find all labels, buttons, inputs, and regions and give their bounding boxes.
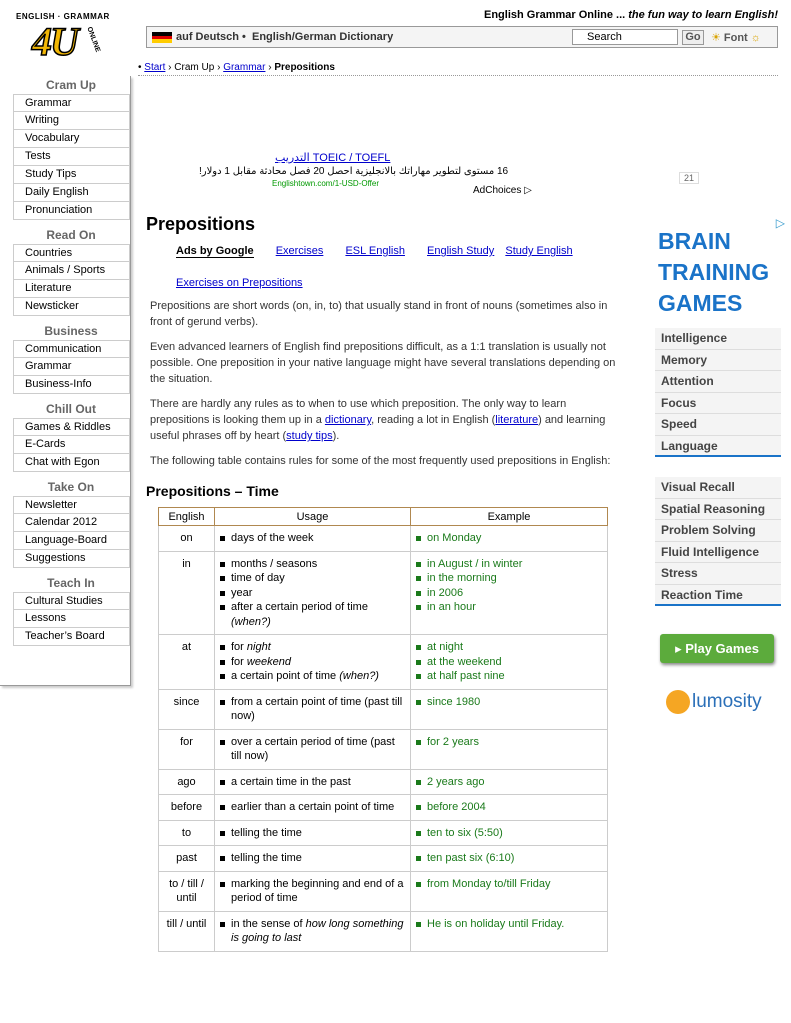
sidebar-item[interactable]: Literature [13,280,130,298]
dictionary-link[interactable]: dictionary [324,414,372,426]
usage-item: after a certain period of time (when?) [219,600,406,629]
table-row [159,769,608,795]
sidebar-item[interactable]: E-Cards [13,436,130,454]
top-toolbar [146,26,778,48]
example-item: since 1980 [415,695,603,710]
logo-4u: 4U [32,19,77,64]
sidebar-item[interactable]: Tests [13,148,130,166]
table-row [159,526,608,552]
breadcrumb: • Start › Cram Up › Grammar › Prepositions [138,62,778,76]
ad-skill-item[interactable]: Intelligence [655,328,781,350]
example-item: at the weekend [415,655,603,670]
example-item: in August / in winter [415,557,603,572]
ad-badge: 21 [679,172,699,184]
search-input[interactable]: Search [572,29,678,45]
example-cell [411,795,608,821]
main-content [146,214,616,952]
sidebar-item[interactable]: Animals / Sports [13,262,130,280]
ad-skill-item[interactable]: Stress [655,563,781,585]
sidebar-item[interactable]: Lessons [13,610,130,628]
usage-item: from a certain point of time (past till now) [219,695,406,724]
preposition-cell: to / till / until [159,871,215,911]
example-item: He is on holiday until Friday. [415,917,603,932]
usage-item: a certain time in the past [219,775,406,790]
ad-skill-item[interactable]: Speed [655,414,781,436]
example-item: on Monday [415,531,603,546]
ad-skill-item[interactable]: Language [655,436,781,458]
example-cell [411,846,608,872]
table-row [159,729,608,769]
go-button[interactable]: Go [682,30,704,45]
example-item: ten past six (6:10) [415,851,603,866]
example-cell [411,526,608,552]
example-cell [411,551,608,635]
intro-paragraph: Prepositions are short words (on, in, to) that usually stand in front of nouns (sometimes also in front of gerund verbs). [150,300,608,328]
breadcrumb-start[interactable]: Start [144,62,166,73]
german-flag-icon[interactable] [152,32,172,43]
font-sun-icon-2: ☼ [750,32,761,44]
lumosity-logo[interactable]: lumosity [666,690,762,714]
sidebar-section-title: Chill Out [46,402,96,416]
table-row [159,635,608,690]
preposition-cell: till / until [159,911,215,951]
usage-item: year [219,586,406,601]
usage-cell [215,820,411,846]
example-item: ten to six (5:50) [415,826,603,841]
breadcrumb-current: Prepositions [274,62,335,73]
ad-info-icon[interactable]: ▷ [775,216,785,230]
sidebar-item[interactable]: Writing [13,112,130,130]
breadcrumb-grammar[interactable]: Grammar [223,62,266,73]
preposition-cell: for [159,729,215,769]
usage-item: marking the beginning and end of a period of time [219,877,406,906]
ad-link-exercises-prepositions[interactable]: Exercises on Prepositions [176,277,303,289]
example-item: in the morning [415,571,603,586]
sidebar-section [0,322,130,394]
usage-item: over a certain period of time (past till now) [219,735,406,764]
ad-skill-list-1 [655,328,781,457]
ad-skill-item[interactable]: Fluid Intelligence [655,542,781,564]
sidebar-item[interactable]: Vocabulary [13,130,130,148]
sidebar-section-title: Take On [47,480,95,494]
font-sun-icon: ☀ [711,32,721,44]
table-row [159,689,608,729]
col-example: Example [411,508,608,526]
usage-cell [215,689,411,729]
example-cell [411,871,608,911]
sidebar-item[interactable]: Pronunciation [13,202,130,220]
sidebar-item[interactable]: Cultural Studies [13,592,130,610]
usage-item: months / seasons [219,557,406,572]
usage-cell [215,729,411,769]
sidebar-section-title: Business [44,324,98,338]
site-logo[interactable] [14,8,118,70]
sidebar-section-title: Read On [46,228,96,242]
ad-skill-item[interactable]: Attention [655,371,781,393]
ad-toeic-link[interactable]: التدريب TOEIC / TOEFL [275,152,391,164]
usage-cell [215,911,411,951]
sidebar-item[interactable]: Business-Info [13,376,130,394]
study-tips-link[interactable]: study tips [286,430,333,442]
sidebar-item[interactable]: Grammar [13,94,130,112]
brain-games-ad[interactable] [654,216,791,726]
ad-skill-list-2 [655,477,781,606]
example-cell [411,635,608,690]
sidebar-item[interactable]: Grammar [13,358,130,376]
ad-skill-item[interactable]: Focus [655,393,781,415]
dictionary-link[interactable]: English/German Dictionary [252,31,394,43]
sidebar-section-title: Cram Up [45,78,96,92]
table-row [159,820,608,846]
ads-row [176,245,616,261]
usage-cell [215,769,411,795]
sidebar-section-title: Teach In [47,576,95,590]
usage-item: for night [219,640,406,655]
prepositions-table [158,507,608,952]
sidebar-nav [0,76,131,686]
example-item: in an hour [415,600,603,615]
col-english: English [159,508,215,526]
preposition-cell: since [159,689,215,729]
usage-cell [215,871,411,911]
example-item: before 2004 [415,800,603,815]
preposition-cell: in [159,551,215,635]
sidebar-section [0,226,130,316]
sidebar-section [0,76,130,220]
sidebar-section [0,574,130,646]
sidebar-item[interactable]: Chat with Egon [13,454,130,472]
play-games-button[interactable]: ▸ Play Games [660,634,774,663]
german-link[interactable]: auf Deutsch [176,31,239,43]
usage-item: days of the week [219,531,406,546]
sidebar-item[interactable]: Language-Board [13,532,130,550]
example-item: 2 years ago [415,775,603,790]
example-item: at half past nine [415,669,603,684]
preposition-cell: to [159,820,215,846]
example-item: from Monday to/till Friday [415,877,603,892]
example-cell [411,820,608,846]
usage-item: time of day [219,571,406,586]
usage-cell [215,526,411,552]
table-row [159,795,608,821]
usage-item: telling the time [219,851,406,866]
usage-item: in the sense of how long something is going to last [219,917,406,946]
difficulty-paragraph: Even advanced learners of English find prepositions difficult, as a 1:1 translation is usually not possible. One preposition in your native language might have several translations depending on the situation. [150,341,616,385]
ad-skill-item[interactable]: Visual Recall [655,477,781,499]
usage-item: a certain point of time (when?) [219,669,406,684]
sidebar-item[interactable]: Suggestions [13,550,130,568]
sidebar-item[interactable]: Games & Riddles [13,418,130,436]
usage-cell [215,635,411,690]
sidebar-item[interactable]: Newsletter [13,496,130,514]
ad-url[interactable]: Englishtown.com/1-USD-Offer [272,179,379,188]
example-item: at night [415,640,603,655]
ad-arabic-text: 16 مستوى لتطوير مهاراتك بالانجليزية احصل 20 فصل محادثة مقابل 1 دولار! [199,166,509,177]
preposition-cell: on [159,526,215,552]
ad-skill-item[interactable]: Reaction Time [655,585,781,607]
sidebar-section [0,400,130,472]
usage-item: earlier than a certain point of time [219,800,406,815]
ad-skill-item[interactable]: Memory [655,350,781,372]
table-row [159,846,608,872]
ad-skill-item[interactable]: Spatial Reasoning [655,499,781,521]
rules-paragraph: There are hardly any rules as to when to use which preposition. The only way to learn prepositions is looking them up in a dictionary, reading a lot in English (literature) and learning useful phrases off by heart (study tips). [150,398,606,442]
ad-link-esl[interactable]: ESL English [345,245,405,257]
example-cell [411,689,608,729]
sidebar-item[interactable]: Study Tips [13,166,130,184]
example-item: in 2006 [415,586,603,601]
col-usage: Usage [215,508,411,526]
example-cell [411,911,608,951]
usage-item: telling the time [219,826,406,841]
table-row [159,911,608,951]
example-cell [411,729,608,769]
sidebar-item[interactable]: Newsticker [13,298,130,316]
lumosity-icon [666,690,690,714]
table-row [159,871,608,911]
adchoices-link[interactable]: AdChoices ▷ [473,185,532,196]
ad-link-study[interactable]: English Study [427,245,495,257]
ad-headline: BRAIN TRAINING GAMES [658,228,770,316]
ad-skill-item[interactable]: Problem Solving [655,520,781,542]
usage-cell [215,795,411,821]
font-button[interactable]: ☀ Font ☼ [711,32,761,44]
example-item: for 2 years [415,735,603,750]
sidebar-item[interactable]: Daily English [13,184,130,202]
sidebar-item[interactable]: Countries [13,244,130,262]
table-intro: The following table contains rules for some of the most frequently used prepositions in English: [150,455,611,467]
ads-by-google[interactable]: Ads by Google [176,245,254,257]
example-cell [411,769,608,795]
sidebar-item[interactable]: Communication [13,340,130,358]
ad-link-exercises[interactable]: Exercises [275,245,324,257]
logo-side-text: ONLINE [84,26,101,54]
preposition-cell: before [159,795,215,821]
preposition-cell: ago [159,769,215,795]
site-tagline: English Grammar Online ... the fun way to learn English! [483,9,778,21]
usage-item: for weekend [219,655,406,670]
usage-cell [215,551,411,635]
literature-link[interactable]: literature [495,414,539,426]
preposition-cell: at [159,635,215,690]
sidebar-section [0,478,130,568]
table-row [159,551,608,635]
section-title-time: Prepositions – Time [146,483,279,499]
sidebar-item[interactable]: Calendar 2012 [13,514,130,532]
usage-cell [215,846,411,872]
sidebar-item[interactable]: Teacher’s Board [13,628,130,646]
ad-link-study-english[interactable]: Study English [505,245,573,257]
logo-ring-text: ENGLISH · GRAMMAR [16,12,110,21]
language-links: auf Deutsch • English/German Dictionary [176,31,394,43]
page-title: Prepositions [146,214,256,234]
preposition-cell: past [159,846,215,872]
